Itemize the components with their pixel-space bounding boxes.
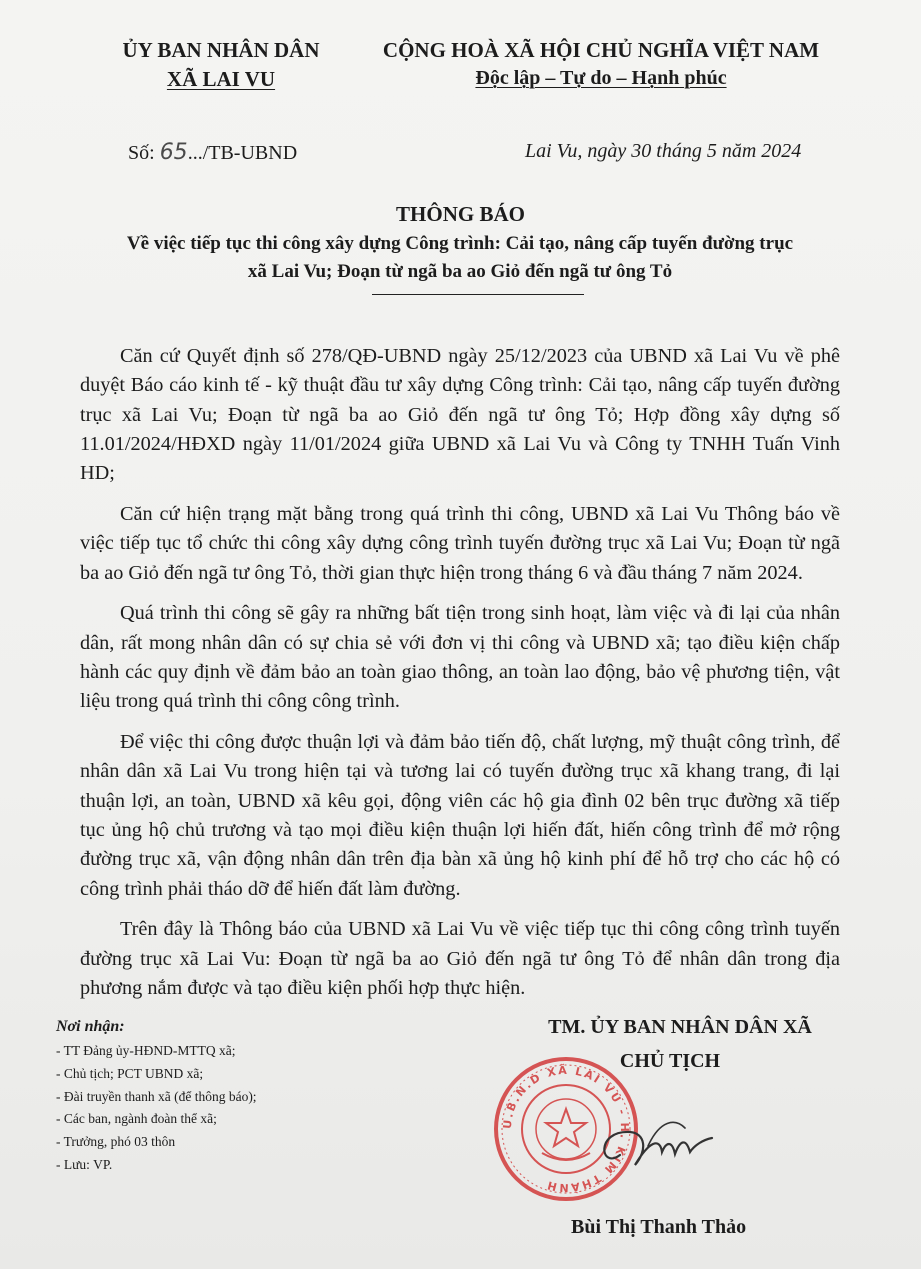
handwritten-number: 65	[159, 140, 188, 165]
signature-title: CHỦ TỊCH	[619, 1050, 721, 1072]
recipient-item: - Các ban, ngành đoàn thể xã;	[56, 1111, 217, 1127]
recipients-title: Nơi nhận:	[56, 1018, 125, 1035]
recipient-item: - TT Đảng ủy-HĐND-MTTQ xã;	[56, 1043, 236, 1058]
org-line-2: XÃ LAI VU	[166, 67, 276, 91]
nation-line-1: CỘNG HOÀ XÃ HỘI CHỦ NGHĨA VIỆT NAM	[382, 38, 820, 62]
body-paragraph-3: Quá trình thi công sẽ gây ra những bất tiện trong sinh hoạt, làm việc và đi lại của nhân dân, rất mong nhân dân có sự chia sẻ với đơn vị thi công và UBND xã; tạo điều kiện chấp hành các quy định về đảm bảo an toàn giao thông, an toàn lao động, bảo vệ phương tiện, vật liệu trong quá trình thi công công trình.	[80, 602, 840, 713]
subject-divider	[372, 294, 584, 295]
subject-line-2: xã Lai Vu; Đoạn từ ngã ba ao Giỏ đến ngã tư ông Tỏ	[247, 261, 673, 282]
body-paragraph-2: Căn cứ hiện trạng mặt bằng trong quá trình thi công, UBND xã Lai Vu Thông báo về việc tiếp tục tổ chức thi công xây dựng công trình tuyến đường trục xã Lai Vu; Đoạn từ ngã ba ao Giỏ đến ngã tư ông Tỏ, thời gian thực hiện trong tháng 6 và đầu tháng 7 năm 2024.	[80, 502, 840, 584]
svg-text:U.B.N.D XÃ LAI VU - H. KIM THÀ: U.B.N.D XÃ LAI VU - H. KIM THÀNH	[500, 1063, 632, 1195]
national-motto	[356, 38, 846, 90]
subject-line-1: Về việc tiếp tục thi công xây dựng Công trình: Cải tạo, nâng cấp tuyến đường trục	[126, 233, 794, 254]
recipients-list	[56, 1040, 356, 1177]
handwritten-signature-icon	[590, 1110, 730, 1180]
body-paragraph-5: Trên đây là Thông báo của UBND xã Lai Vu về việc tiếp tục thi công công trình tuyến đường trục xã Lai Vu: Đoạn từ ngã ba ao Giỏ đến ngã tư ông Tỏ để nhân dân trong địa phương nắm được và tạo điều kiện phối hợp thực hiện.	[80, 918, 840, 999]
signer-name: Bùi Thị Thanh Thảo	[571, 1216, 747, 1238]
recipient-item: - Chủ tịch; PCT UBND xã;	[56, 1065, 204, 1081]
org-line-1: ỦY BAN NHÂN DÂN	[122, 38, 320, 62]
document-title: THÔNG BÁO	[396, 202, 525, 226]
signature-authority: TM. ỦY BAN NHÂN DÂN XÃ	[548, 1016, 812, 1038]
place-date: Lai Vu, ngày 30 tháng 5 năm 2024	[525, 140, 802, 162]
number-suffix: .../TB-UBND	[187, 142, 298, 164]
document-subject	[60, 230, 860, 286]
number-prefix: Số:	[128, 142, 155, 164]
body-paragraph-1: Căn cứ Quyết định số 278/QĐ-UBND ngày 25/12/2023 của UBND xã Lai Vu về phê duyệt Báo cáo kinh tế - kỹ thuật đầu tư xây dựng Công trình: Cải tạo, nâng cấp tuyến đường trục xã Lai Vu; Đoạn từ ngã ba ao Giỏ đến ngã tư ông Tỏ; Hợp đồng xây dựng số 11.01/2024/HĐXD ngày 11/01/2024 giữa UBND xã Lai Vu và Công ty TNHH Tuấn Vinh HD;	[80, 345, 840, 485]
document-number	[128, 140, 297, 165]
nation-line-2: Độc lập – Tự do – Hạnh phúc	[475, 67, 727, 89]
recipients-block	[56, 1018, 356, 1177]
organization-name	[96, 38, 346, 92]
recipient-item: - Lưu: VP.	[56, 1156, 113, 1172]
recipient-item: - Trưởng, phó 03 thôn	[56, 1134, 176, 1150]
body-paragraph-4: Để việc thi công được thuận lợi và đảm bảo tiến độ, chất lượng, mỹ thuật công trình, để nhân dân xã Lai Vu trong hiện tại và tương lai có tuyến đường trục xã khang trang, đi lại thuận lợi, an toàn, UBND xã kêu gọi, động viên các hộ gia đình 02 bên trục đường xã tiếp tục ủng hộ chủ trương và tạo mọi điều kiện thuận lợi hiến đất, hiến công trình để mở rộng đường trục xã, vận động nhân dân trên địa bàn xã ủng hộ kinh phí để hỗ trợ cho các hộ có công trình phải tháo dỡ để hiến đất làm đường.	[80, 731, 840, 900]
document-body	[80, 342, 840, 1015]
recipient-item: - Đài truyền thanh xã (để thông báo);	[56, 1088, 257, 1104]
